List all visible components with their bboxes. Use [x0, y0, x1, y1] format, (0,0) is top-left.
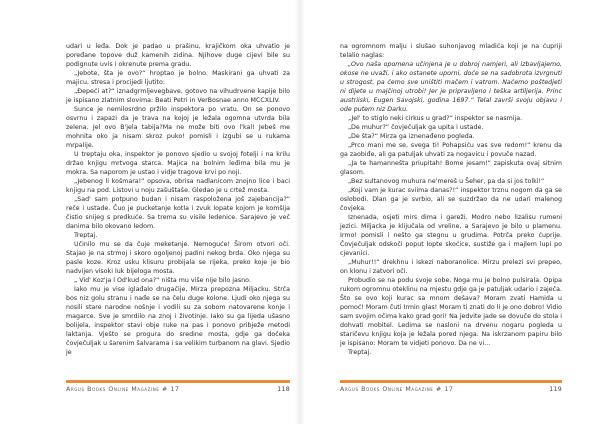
left-page-text [66, 42, 290, 357]
page-number: 118 [277, 386, 290, 393]
paragraph: Treptaj. [348, 349, 372, 356]
paragraph: Učinilo mu se da čuje meketanje. Nemoguće! Širom otvori oči. Stajao je na strmoj i skoro ogoljenoj padini nekog brda. Oko njega su pasle koze. Kroz usku klisuru probijala se rijeka, preko koje je bio nadvijen visoki luk bijeloga mosta. [66, 241, 290, 275]
right-page-text [340, 42, 562, 357]
paragraph: Probudio se na podu svoje sobe. Noga mu je bolno pulsirala. Opipa rukom ogromnu oteklinu na mjestu gdje ga je patuljak udario i zaječa. Što se ovo koji kurac sa mnom dešava? Moram zvati Hamida u pomoć! Moram čuti Irmin glas! Moram ti znati do li je ono dobro! Vidio sam svojim očima kako grad gori! Na jedvite jade se dovuče do stola i dohvati mobitel. Ledima se nasloni na drvenu nogaru pogleda u staričevu knjigu koja je ležala pored njega. Na iskrzanom papiru bilo je ispisano: Moram te vidjeti ponovo. Da ne vi... [340, 277, 562, 347]
left-page-footer [66, 380, 290, 394]
paragraph: „Koji vam je kurac sviima danas?!“ inspektor trznu nogom da ga se oslobodi. Dlan ga je svrbio, ali se suzdržao da ne udari malenog čovjeka. [340, 187, 562, 212]
paragraph: „Muhur!!“ drekhnu i iskezi naboranolice. Mirzu prelezi svi prepeo, on klonu i zatvori oči. [340, 259, 562, 275]
paragraph: Sunce je nemilosrdno pržilo inspektora po vratu. On se ponovo osvrnu i zapazi da je trava na kojoj je ležala ogomna utvrda bila zelena. Jel ovo B'jela tabija?Ma ne može biti ovo l'kal! Jebeš me mohnita oko ja nisam skroz puko! pomisli i izgubi se u rukama mrpalije. [66, 106, 290, 149]
footer-magazine-title: Argus Books Online Magazine # 17 [340, 386, 454, 393]
right-page [300, 0, 588, 424]
paragraph: „Ja te hamannešta priupitah! Bome jesam!“ zapiskuta ovaj sitnim glasom. [340, 160, 562, 176]
right-page-footer [340, 380, 562, 394]
footer-rule [66, 380, 290, 383]
paragraph: „Jebenog li košmara!“ opsova, obrisa nadlanicom znojno lice i baci knjigu na pod. Listovi u noju zašuštaše. Gledao je u crtež mosta. [66, 178, 290, 194]
paragraph: U treptaju oka, inspektor je ponovo sjedio u svojoj fotelji i na krilu držao knjigu mrtvoga starca. Majica na bolnim leđima bila mu je mokra. Sa naporom je ustao i vidje tragove krvi po noji. [66, 151, 290, 176]
paragraph: „ Vid' Koz'ja l Od'kud ona?“ ništa mu više nije bilo jasno. [74, 277, 251, 284]
paragraph: Iznenada, osjeti mirs dima i gareži. Modro nebo lizalisu rumeni jezici. Miljacka je klijučala od vreline, a Sarajevo je bilo u plamenu. Irmo! pomisli i nešto ga stegnu u grudima. Potrča preko ćuprije. Čovječuljak odskoči poput lopte skoćice, sustiže ga i majlem lupi po cjevanici. [340, 214, 562, 257]
paragraph: „Sad' sam potpuno budan i nisam raspoložena još zajebancija?“ reče i ustade. Čuo je pucketanje kotla i zvuk lopate kojom je komšija čistio snijeg s predkuće. Sa trema su visile ledenice. Sarajevo je več danima bilo okovano ledom. [66, 196, 290, 230]
paragraph: Treptaj. [74, 232, 98, 239]
paragraph: „Ovo naša opomena učinjena je u dobroj namjeri, ali izbavljajemo, okose ne uvaži, i ako ostanete uporni, doće se na sadobrota izvrgnuti u strogost, pa ćemo sve uništiti mačem i vatrom. Naćemo poštedjeti ni dijete u majčinoj utrobi! Jer je pripravljeno i teška artiljerija. Princ austriiski, Eugen Savojski, godina 1697.“ Telal završi svoju objavu i ode putem niz Darku. [340, 61, 562, 113]
paragraph: „De muhur?“ čovječuljak ga upita i ustade. [348, 124, 484, 131]
paragraph: „Đepeći at?“ iznadgrmljevegbave, gotovo na vihudrvene kapije bilo je ispisano zlatnim slovima: Beati Petri in VerBosnae anno MCCXLIV. [66, 88, 290, 104]
page-number: 119 [549, 386, 562, 393]
paragraph: udari u leđa. Dok je padao u prašinu, krajičkom oka uhvatio je poređane topove duž kamenih zidina. Njihove duge cijevi bile su podignute uvis i okrenute prema gradu. [66, 43, 290, 68]
left-page [0, 0, 288, 424]
paragraph: „De šta?“ Mirza ga iznenađeno pogleda. [348, 133, 475, 140]
paragraph: „Prco mani me se, svega ti! Pohapsiću vas sve redom!“ krenu da ga zaobiđe, ali ga patuljak uhvati za nogavicu i povuče nazad. [340, 142, 562, 158]
footer-magazine-title: Argus Books Online Magazine # 17 [66, 386, 180, 393]
paragraph: „Bez sultanovog muhura ne'mereš u Šeher, pa da si jos tolki!“ [348, 178, 545, 185]
footer-rule [340, 380, 562, 383]
paragraph: Iako mu je vise iglađalo drugačije, Mirza prepozna Miljacku. Strča bos niz golu stranu i nađe se na čelu duge kolone. Ljudi oko njega su nosili stare narodne nošnje i vodili su za sobom natovarene konje i magarce. Sve je smrdilo na znoj i životinje. Iako su ga lijeda ušasno bolijela, inspektor stavi obje ruke na pas i ponovo pribježe metodi laktanja. Vješto se progura do sredine mosta, gdje ga dočeka čovječuljak u šarenim šalvarama i sa velikim turbanom na glavi. Sjedio je [66, 286, 290, 356]
paragraph: „Jebote, šta je ovo?“ hroptao je bolno. Maskirani ga uhvati za majicu, stresa i procijedi ljutito: [66, 70, 290, 86]
paragraph: na ogromnom malju i slušao suhonjavog mladića koji je na ćupriji telalio naglas: [340, 43, 562, 59]
paragraph: „Jel' to stiglo neki cirkus u grad?“ inspektor se nasmija. [348, 115, 523, 122]
